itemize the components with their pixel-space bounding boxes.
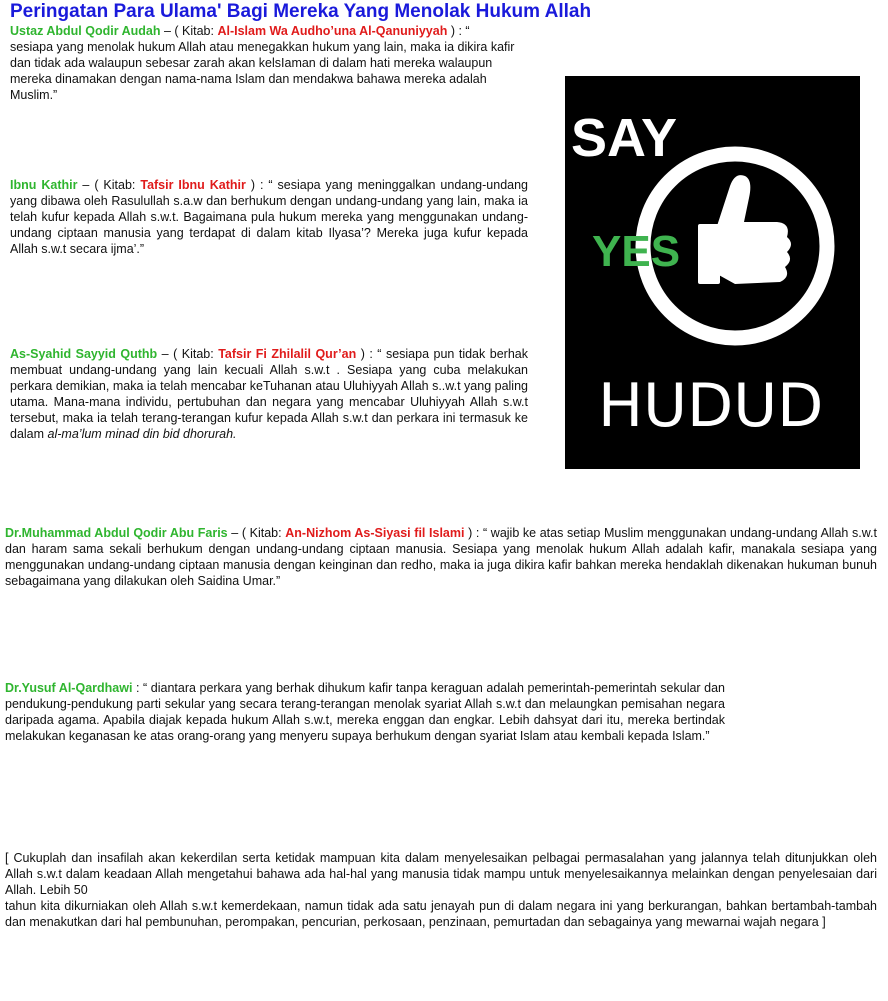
quote-ibnu-kathir: [10, 177, 528, 257]
thumbs-up-icon: [698, 175, 791, 284]
page-title: Peringatan Para Ulama' Bagi Mereka Yang Menolak Hukum Allah: [10, 1, 592, 22]
closing-paragraph: [5, 850, 877, 930]
kitab-prefix: – ( Kitab:: [160, 24, 218, 38]
poster-yes-text: YES: [592, 227, 681, 276]
quote-abu-faris: [5, 525, 877, 589]
kitab-title: Tafsir Ibnu Kathir: [140, 178, 246, 192]
kitab-title: Al-Islam Wa Audho’una Al-Qanuniyyah: [217, 24, 448, 38]
quote-text: sesiapa pun tidak berhak membuat undang-undang yang lain kecuali Allah s.w.t . Sesiapa yang cuba melakukan perkara demikian, maka ia telah mencabar keTuhanan atau Uluhiyyah Allah s..w.t yang paling utama. Mana-mana individu, pertubuhan dan negara yang mencabar Uluhiyyah Allah s.w.t tersebut, maka ia telah terang-terangan kufur kepada Allah s.w.t dan perkara ini termasuk ke dalam: [10, 347, 528, 441]
kitab-suffix: ) : “: [356, 347, 382, 361]
kitab-suffix: : “: [132, 681, 148, 695]
kitab-prefix: – ( Kitab:: [157, 347, 219, 361]
quote-qardhawi: [5, 680, 725, 744]
kitab-suffix: ) : “: [447, 24, 470, 38]
quote-text: sesiapa yang meninggalkan undang-undang yang dibawa oleh Rasulullah s.a.w dan berhukum dengan undang-undang yang lain, maka ia telah kufur kepada Allah s.w.t. Bagaimana pula hukum mereka yang menggunakan undang-undang ciptaan manusia yang terdapat di dalam kitab Ilyasa’? Mereka juga kufur kepada Allah s.w.t secara ijma’.”: [10, 178, 528, 256]
quote-audah: [10, 23, 522, 103]
kitab-suffix: ) : “: [245, 178, 273, 192]
kitab-prefix: – ( Kitab:: [227, 526, 286, 540]
scholar-name: As-Syahid Sayyid Quthb: [10, 347, 158, 361]
quote-italic-text: al-ma’lum minad din bid dhorurah: [47, 427, 234, 441]
closing-line-1: [ Cukuplah dan insafilah akan kekerdilan serta ketidak mampuan kita dalam menyelesaikan pelbagai permasalahan yang jalannya telah ditunjukkan oleh Allah s.w.t dalam keadaan Allah mengetahui bahawa ada hal-hal yang manusia tidak mampu untuk menyelesaikannya melainkan dengan penyelesaian dari Allah. Lebih 50: [5, 851, 877, 897]
quote-text: wajib ke atas setiap Muslim menggunakan undang-undang Allah s.w.t dan haram sama sekali berhukum dengan undang-undang ciptaan manusia. Sesiapa yang menolak hukum Allah adalah kafir, manakala sesiapa yang menggunakan undang-undang ciptaan manusia dengan keinginan dan redho, maka ia juga dikira kafir bahkan mereka hendaklah dikenakan hukuman bunuh sebagaimana yang dilakukan oleh Saidina Umar.”: [5, 526, 877, 588]
scholar-name: Dr.Muhammad Abdul Qodir Abu Faris: [5, 526, 228, 540]
quote-end: .: [233, 427, 237, 441]
kitab-title: An-Nizhom As-Siyasi fil Islami: [285, 526, 465, 540]
say-yes-hudud-poster: [565, 76, 860, 469]
quote-text: sesiapa yang menolak hukum Allah atau menegakkan hukum yang lain, maka ia dikira kafir dan tidak ada walaupun sebesar zarah akan kelsIaman di dalam hati mereka walaupun mereka dinamakan dengan nama-nama Islam dan mendakwa bahawa mereka adalah Muslim.”: [10, 40, 515, 102]
scholar-name: Dr.Yusuf Al-Qardhawi: [5, 681, 133, 695]
poster-hudud-text: HUDUD: [598, 371, 824, 441]
quote-sayyid-quthb: [10, 346, 528, 442]
poster-graphic: [565, 76, 860, 469]
closing-line-2: tahun kita dikurniakan oleh Allah s.w.t kemerdekaan, namun tidak ada satu jenayah pun di dalam negara ini yang berkurangan, bahkan bertambah-tambah dan menakutkan dari hal pembunuhan, perompakan, pencurian, perkosaan, penzinaan, pemurtadan dan sebagainya yang mewarnai wajah negara ]: [5, 899, 877, 929]
kitab-title: Tafsir Fi Zhilalil Qur’an: [218, 347, 357, 361]
kitab-prefix: – ( Kitab:: [77, 178, 141, 192]
scholar-name: Ustaz Abdul Qodir Audah: [10, 24, 161, 38]
quote-text: diantara perkara yang berhak dihukum kafir tanpa keraguan adalah pemerintah-pemerintah sekular dan pendukung-pendukung parti sekular yang secara terang-terangan menolak syariat Allah s.w.t dan melaungkan pemisahan negara daripada agama. Apabila diajak kepada hukum Allah s.w.t, mereka enggan dan engkar. Lebih dahsyat dari itu, mereka bertindak melakukan keganasan ke atas orang-orang yang menyeru supaya berhukum dengan syariat Islam atau kembali kepada Islam.”: [5, 681, 725, 743]
scholar-name: Ibnu Kathir: [10, 178, 78, 192]
poster-say-text: SAY: [571, 108, 678, 168]
kitab-suffix: ) : “: [464, 526, 488, 540]
